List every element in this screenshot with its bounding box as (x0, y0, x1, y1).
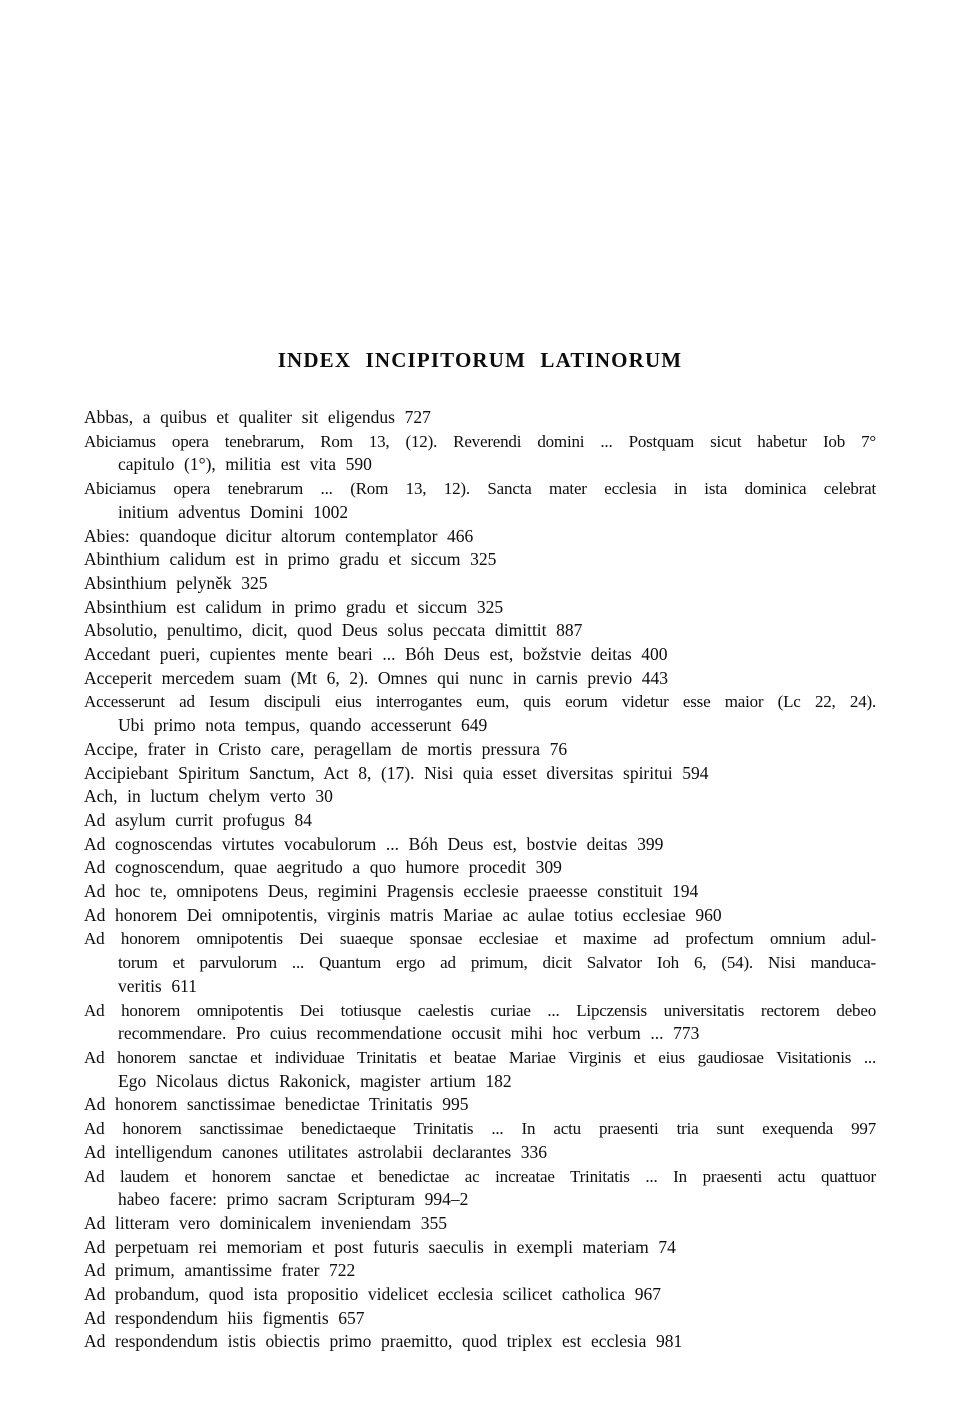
entry-line: Ad honorem omnipotentis Dei suaeque sponsae ecclesiae et maxime ad profectum omnium adul- (84, 929, 876, 949)
entry-line: Accipiebant Spiritum Sanctum, Act 8, (17). Nisi quia esset diversitas spiritui 594 (84, 762, 709, 783)
entry-line: Ad primum, amantissime frater 722 (84, 1260, 356, 1281)
index-entry (84, 1212, 876, 1236)
entry-line: Ad litteram vero dominicalem inveniendam 355 (84, 1212, 448, 1233)
entry-line: Accipe, frater in Cristo care, peragellam de mortis pressura 76 (84, 738, 568, 759)
index-entry (84, 856, 876, 880)
entry-line: initium adventus Domini 1002 (118, 501, 349, 522)
index-entry (84, 1307, 876, 1331)
entry-line: Ad honorem sanctissimae benedictae Trinitatis 995 (84, 1094, 469, 1115)
entry-line: Accedant pueri, cupientes mente beari ... Bóh Deus est, božstvie deitas 400 (84, 644, 668, 665)
index-entry (84, 1330, 876, 1354)
entry-line: veritis 611 (118, 975, 197, 996)
entry-line: Ad honorem Dei omnipotentis, virginis matris Mariae ac aulae totius ecclesiae 960 (84, 904, 722, 925)
entry-line: Abiciamus opera tenebrarum ... (Rom 13, 12). Sancta mater ecclesia in ista dominica celebrat (84, 479, 876, 499)
entry-line: Abbas, a quibus et qualiter sit eligendus 727 (84, 407, 431, 427)
index-entry (84, 880, 876, 904)
entry-line: Absinthium est calidum in primo gradu et siccum 325 (84, 596, 504, 617)
index-entry (84, 1141, 876, 1165)
index-entry (84, 619, 876, 643)
index-entry (84, 1046, 876, 1093)
entry-line: Absinthium pelyněk 325 (84, 572, 268, 593)
entry-line: Ego Nicolaus dictus Rakonick, magister artium 182 (118, 1070, 512, 1091)
entry-line: Ad honorem sanctae et individuae Trinitatis et beatae Mariae Virginis et eius gaudiosae Visitationis ... (84, 1047, 876, 1067)
entry-line: Ad hoc te, omnipotens Deus, regimini Pragensis ecclesie praeesse constituit 194 (84, 881, 699, 902)
entry-line: Ad respondendum istis obiectis primo praemitto, quod triplex est ecclesia 981 (84, 1331, 683, 1352)
entry-line: Ad perpetuam rei memoriam et post futuris saeculis in exempli materiam 74 (84, 1236, 676, 1257)
entry-line: Ad honorem omnipotentis Dei totiusque caelestis curiae ... Lipczensis universitatis rectorem debeo (84, 1000, 876, 1020)
index-entry (84, 406, 876, 430)
index-entry (84, 1093, 876, 1117)
index-entry (84, 430, 876, 477)
entry-line: Ad intelligendum canones utilitates astrolabii declarantes 336 (84, 1141, 548, 1162)
entry-line: Absolutio, penultimo, dicit, quod Deus solus peccata dimittit 887 (84, 620, 583, 641)
index-entry (84, 785, 876, 809)
index-entry (84, 762, 876, 786)
entry-line: Ach, in luctum chelym verto 30 (84, 786, 333, 807)
entry-line: habeo facere: primo sacram Scripturam 994–2 (118, 1189, 469, 1210)
entry-line: Ad respondendum hiis figmentis 657 (84, 1307, 365, 1328)
entry-line: capitulo (1°), militia est vita 590 (118, 454, 372, 475)
entry-line: Ad cognoscendum, quae aegritudo a quo humore procedit 309 (84, 857, 562, 878)
index-entry (84, 1236, 876, 1260)
page-title: INDEX INCIPITORUM LATINORUM (277, 348, 683, 372)
index-entry (84, 809, 876, 833)
entry-line: Ad cognoscendas virtutes vocabulorum ... Bóh Deus est, bostvie deitas 399 (84, 833, 664, 854)
entry-line: Accesserunt ad Iesum discipuli eius interrogantes eum, quis eorum videtur esse maior (Lc 22, 24). (84, 692, 876, 712)
index-entry (84, 690, 876, 737)
index-entry (84, 738, 876, 762)
entry-line: Ubi primo nota tempus, quando accesserunt 649 (118, 715, 488, 736)
index-entry (84, 1117, 876, 1141)
index-entry (84, 999, 876, 1046)
index-entry (84, 643, 876, 667)
entry-line: Ad honorem sanctissimae benedictaeque Trinitatis ... In actu praesenti tria sunt exequenda 997 (84, 1119, 876, 1139)
entry-line: Ad probandum, quod ista propositio videlicet ecclesia scilicet catholica 967 (84, 1284, 661, 1305)
entry-line: Abinthium calidum est in primo gradu et siccum 325 (84, 549, 497, 570)
index-entry (84, 667, 876, 691)
index-entry (84, 525, 876, 549)
index-entry (84, 477, 876, 524)
entry-line: recommendare. Pro cuius recommendatione occusit mihi hoc verbum ... 773 (118, 1023, 700, 1044)
entry-line: Ad asylum currit profugus 84 (84, 809, 313, 830)
entry-line: torum et parvulorum ... Quantum ergo ad primum, dicit Salvator Ioh 6, (54). Nisi manduca- (118, 953, 876, 973)
index-entry (84, 596, 876, 620)
entry-line: Ad laudem et honorem sanctae et benedictae ac increatae Trinitatis ... In praesenti actu quattuor (84, 1166, 876, 1186)
index-entries (84, 406, 876, 1354)
index-entry (84, 1283, 876, 1307)
entry-line: Abies: quandoque dicitur altorum contemplator 466 (84, 525, 474, 546)
index-entry (84, 927, 876, 998)
entry-line: Abiciamus opera tenebrarum, Rom 13, (12). Reverendi domini ... Postquam sicut habetur Iob 7° (84, 431, 876, 451)
index-entry (84, 904, 876, 928)
index-entry (84, 1165, 876, 1212)
index-entry (84, 833, 876, 857)
index-entry (84, 1259, 876, 1283)
index-entry (84, 548, 876, 572)
index-entry (84, 572, 876, 596)
entry-line: Acceperit mercedem suam (Mt 6, 2). Omnes qui nunc in carnis previo 443 (84, 667, 668, 688)
